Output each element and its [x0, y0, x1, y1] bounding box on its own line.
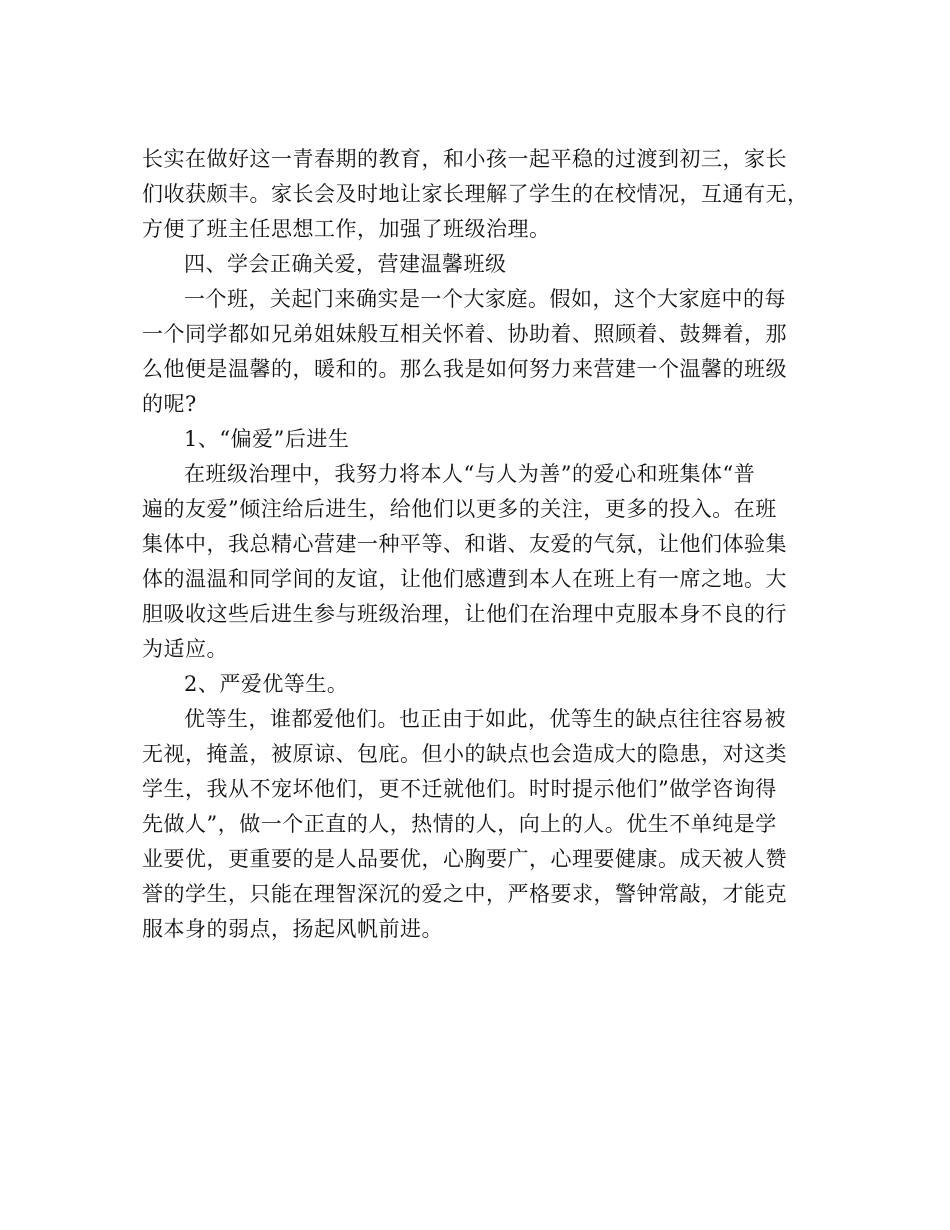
paragraph-line: 一个同学都如兄弟姐妹般互相关怀着、协助着、照顾着、鼓舞着，那 — [142, 322, 787, 346]
paragraph-line: 为适应。 — [142, 637, 228, 661]
paragraph-line: 方便了班主任思想工作，加强了班级治理。 — [142, 217, 551, 241]
paragraph-line: 们收获颇丰。家长会及时地让家长理解了学生的在校情况，互通有无， — [142, 182, 809, 206]
paragraph-line: 学生，我从不宠坏他们，更不迁就他们。时时提示他们”做学咨询得 — [142, 777, 777, 801]
paragraph-line: 么他便是温馨的，暖和的。那么我是如何努力来营建一个温馨的班级 — [142, 357, 787, 381]
paragraph-line: 长实在做好这一青春期的教育，和小孩一起平稳的过渡到初三，家长 — [142, 147, 787, 171]
paragraph-line: 体的温温和同学间的友谊，让他们感遭到本人在班上有一席之地。大 — [142, 567, 787, 591]
paragraph-line: 集体中，我总精心营建一种平等、和谐、友爱的气氛，让他们体验集 — [142, 532, 787, 556]
document-body — [142, 142, 812, 947]
paragraph-line: 誉的学生，只能在理智深沉的爱之中，严格要求，警钟常敲，才能克 — [142, 882, 787, 906]
subsection-heading: 2、严爱优等生。 — [184, 672, 349, 696]
paragraph-line: 胆吸收这些后进生参与班级治理，让他们在治理中克服本身不良的行 — [142, 602, 787, 626]
paragraph-line: 先做人”，做一个正直的人，热情的人，向上的人。优生不单纯是学 — [142, 812, 777, 836]
paragraph-line: 的呢? — [142, 392, 197, 416]
paragraph-line: 业要优，更重要的是人品要优，心胸要广，心理要健康。成天被人赞 — [142, 847, 787, 871]
subsection-heading: 1、“偏爱”后进生 — [184, 427, 350, 451]
paragraph-line: 一个班，关起门来确实是一个大家庭。假如，这个大家庭中的每 — [184, 287, 786, 311]
paragraph-line: 优等生，谁都爱他们。也正由于如此，优等生的缺点往往容易被 — [184, 707, 786, 731]
paragraph-line: 遍的友爱”倾注给后进生，给他们以更多的关注，更多的投入。在班 — [142, 497, 777, 521]
paragraph-line: 无视，掩盖，被原谅、包庇。但小的缺点也会造成大的隐患，对这类 — [142, 742, 787, 766]
paragraph-line: 服本身的弱点，扬起风帆前进。 — [142, 917, 443, 941]
paragraph-line: 在班级治理中，我努力将本人“与人为善”的爱心和班集体“普 — [184, 462, 756, 486]
section-heading: 四、学会正确关爱，营建温馨班级 — [184, 252, 507, 276]
